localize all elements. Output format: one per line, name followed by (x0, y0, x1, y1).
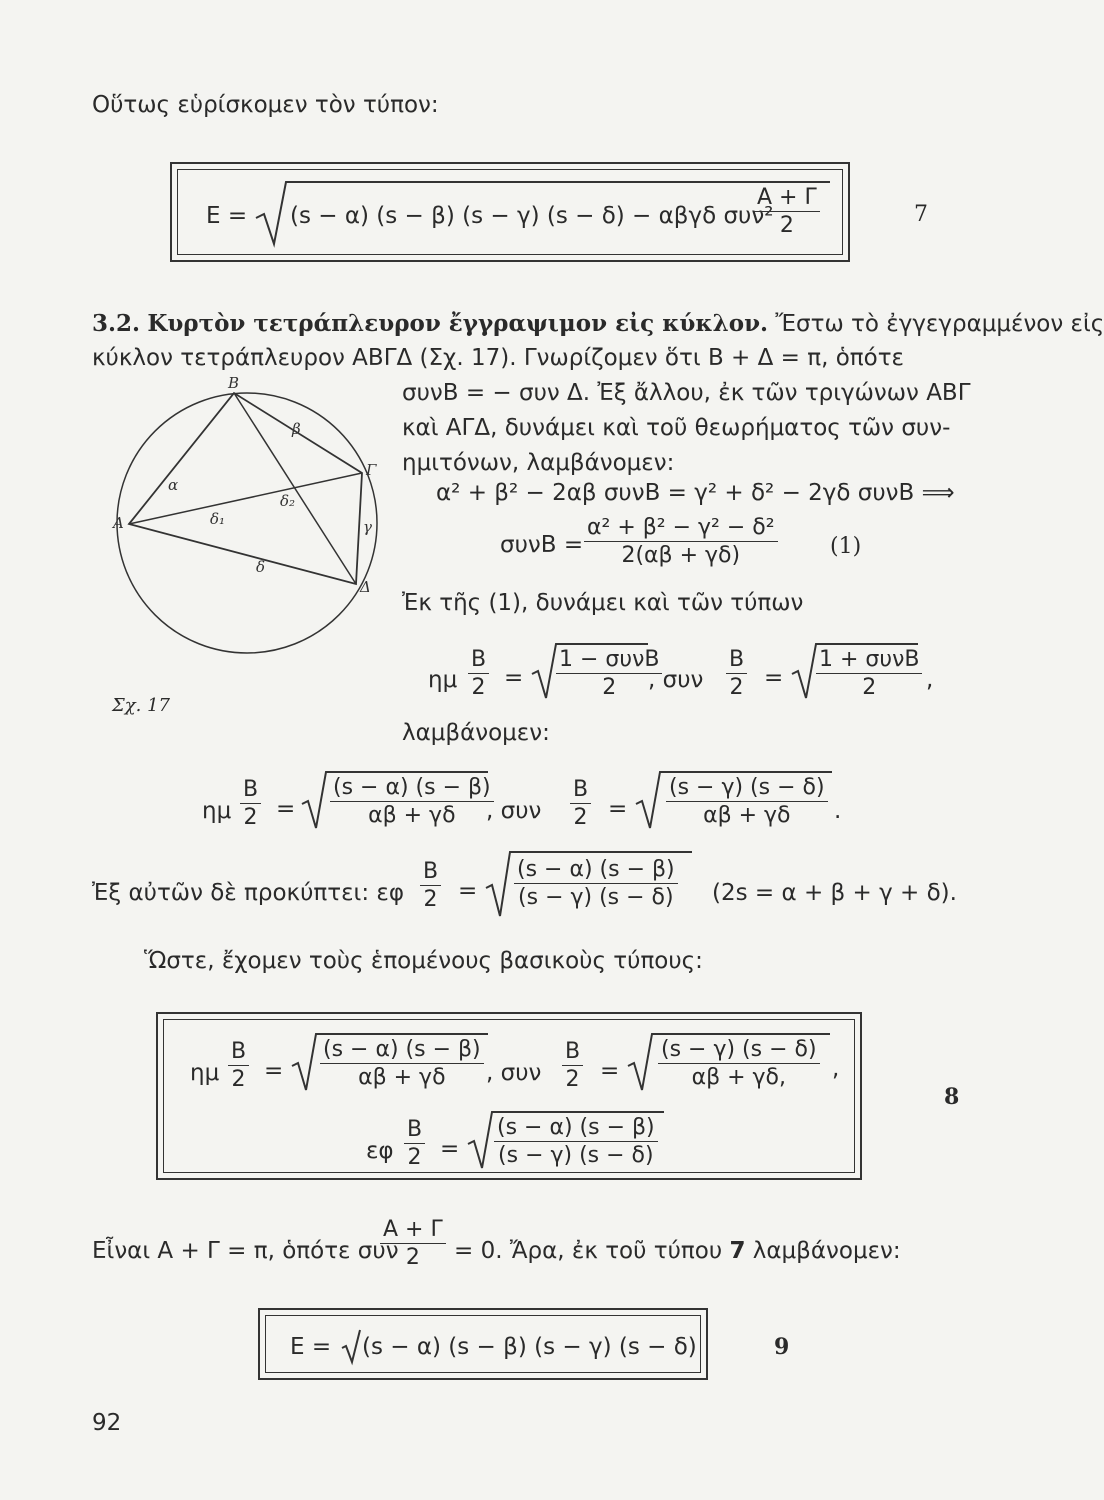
section-heading: 3.2. Κυρτὸν τετράπλευρον ἔγγραψιμον εἰς κύκλον. Ἔστω τὸ ἐγγεγραμμένον εἰς (92, 310, 1104, 337)
formula-7-fraction: A + Γ 2 (754, 186, 820, 237)
circumcircle (117, 393, 377, 653)
f8-syn: , συν (486, 1060, 542, 1086)
res-r1: (s − α) (s − β) αβ + γδ (330, 776, 494, 827)
side-a-label: α (168, 476, 179, 494)
section-line-4: καὶ ΑΓΔ, δυνάμει καὶ τοῦ θεωρήματος τῶν συν- (402, 415, 951, 441)
half-r2: 1 + συνΒ 2 (816, 648, 922, 699)
res-dot: . (834, 798, 842, 824)
section-line-5: ημιτόνων, λαμβάνομεν: (402, 450, 675, 476)
figure-17 (110, 374, 400, 720)
section-line-3: συνΒ = − συν Δ. Ἐξ ἄλλου, ἐκ τῶν τριγώνων ΑΒΓ (402, 380, 971, 406)
f8-r2: (s − γ) (s − δ) αβ + γδ, (658, 1038, 820, 1089)
section-line-2: κύκλον τετράπλευρον ΑΒΓΔ (Σχ. 17). Γνωρίζομεν ὅτι Β + Δ = π, ὁπότε (92, 345, 904, 371)
intro-text: Οὕτως εὑρίσκομεν τὸν τύπον: (92, 92, 439, 118)
tan-b-frac: B 2 (420, 860, 441, 911)
f8-r3: (s − α) (s − β) (s − γ) (s − δ) (494, 1116, 658, 1167)
f8-ef: εφ (366, 1138, 394, 1164)
tan-eq: = (458, 878, 478, 904)
side-g-label: γ (363, 518, 372, 536)
figure-caption: Σχ. 17 (112, 695, 170, 716)
res-syn-frac: B 2 (570, 778, 591, 829)
vertex-b-label: B (228, 374, 240, 392)
diagonal-d2-label: δ₂ (280, 492, 296, 510)
side-b-label: β (292, 420, 301, 438)
half-trail: , (926, 667, 934, 693)
page-number: 92 (92, 1410, 122, 1436)
f8-hm-frac: B 2 (228, 1040, 249, 1091)
from-eq1-text: Ἐκ τῆς (1), δυνάμει καὶ τῶν τύπων (402, 590, 804, 616)
f8-hm: ημ (190, 1060, 220, 1086)
side-d-label: δ (256, 558, 266, 576)
vertex-g-label: Γ (366, 461, 377, 479)
vertex-d-label: Δ (360, 578, 371, 596)
eq1-number: (1) (830, 534, 862, 559)
half-syn: , συν (648, 667, 704, 693)
f8-syn-frac: B 2 (562, 1040, 583, 1091)
half-syn-frac: B 2 (726, 648, 747, 699)
tan-r: (s − α) (s − β) (s − γ) (s − δ) (514, 858, 678, 909)
formula-7-number: 7 (914, 202, 928, 227)
res-r2: (s − γ) (s − δ) αβ + γδ (666, 776, 828, 827)
einai-pre: Εἶναι Α + Γ = π, ὁπότε συν (92, 1238, 399, 1264)
quadrilateral (129, 393, 362, 584)
eq1-fraction: α² + β² − γ² − δ² 2(αβ + γδ) (584, 516, 778, 567)
f8-eq-3: = (440, 1136, 460, 1162)
tan-note: (2s = α + β + γ + δ). (712, 880, 957, 906)
half-eq-1: = (504, 665, 524, 691)
formula-9-lhs: E = (290, 1334, 332, 1360)
f8-r1: (s − α) (s − β) αβ + γδ (320, 1038, 484, 1089)
f8-eq-2: = (600, 1058, 620, 1084)
half-hm-frac: B 2 (468, 648, 489, 699)
formula-8-number: 8 (944, 1084, 960, 1110)
vertex-a-label: A (113, 514, 124, 532)
half-eq-2: = (764, 665, 784, 691)
formula-9-radicand: (s − α) (s − β) (s − γ) (s − δ) (362, 1334, 697, 1360)
eq-cosine-law: α² + β² − 2αβ συνΒ = γ² + δ² − 2γδ συνΒ ⟹ (436, 480, 955, 506)
res-eq-1: = (276, 796, 296, 822)
diagonal-d1-label: δ₁ (210, 510, 226, 528)
hoste-text: Ὥστε, ἔχομεν τοὺς ἑπομένους βασικοὺς τύπους: (144, 948, 703, 974)
einai-frac: A + Γ 2 (380, 1218, 446, 1269)
f8-ef-frac: B 2 (404, 1118, 425, 1169)
lamb-text: λαμβάνομεν: (402, 720, 550, 746)
eq1-lhs: συνΒ = (500, 532, 584, 558)
formula-7-lhs: E = (206, 203, 248, 229)
f8-eq-1: = (264, 1058, 284, 1084)
f8-comma: , (832, 1056, 840, 1082)
half-hm: ημ (428, 667, 458, 693)
res-hm-frac: B 2 (240, 778, 261, 829)
res-hm: ημ (202, 798, 232, 824)
formula-9-number: 9 (774, 1334, 790, 1360)
formula-7-radicand: (s − α) (s − β) (s − γ) (s − δ) − αβγδ συν² (290, 203, 774, 229)
einai-post: = 0. Ἄρα, ἐκ τοῦ τύπου 7 λαμβάνομεν: (454, 1238, 901, 1264)
res-syn: , συν (486, 798, 542, 824)
half-r1: 1 − συνΒ 2 (556, 648, 662, 699)
res-eq-2: = (608, 796, 628, 822)
tan-pre: Ἐξ αὐτῶν δὲ προκύπτει: εφ (92, 880, 404, 906)
